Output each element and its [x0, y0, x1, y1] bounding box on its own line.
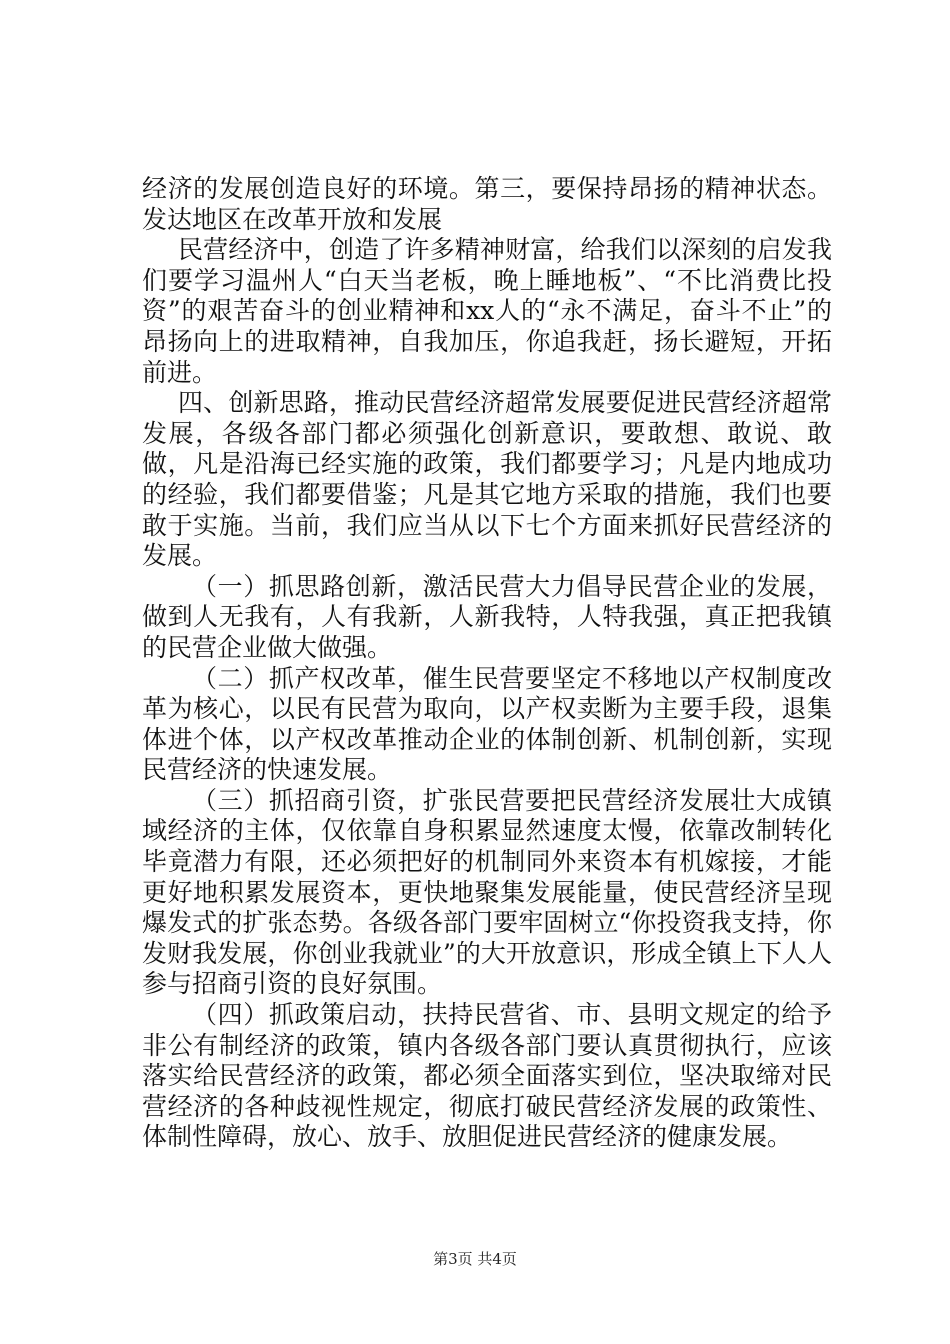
document-body: [142, 174, 832, 1153]
paragraph: 民营经济中，创造了许多精神财富，给我们以深刻的启发我们要学习温州人“白天当老板，晚上睡地板”、“不比消费比投资”的艰苦奋斗的创业精神和xx人的“永不满足，奋斗不止”的昂扬向上的进取精神，自我加压，你追我赶，扬长避短，开拓前进。: [142, 235, 832, 387]
paragraph: （三）抓招商引资，扩张民营要把民营经济发展壮大成镇域经济的主体，仅依靠自身积累显然速度太慢，依靠改制转化毕竟潜力有限，还必须把好的机制同外来资本有机嫁接，才能更好地积累发展资本，更快地聚集发展能量，使民营经济呈现爆发式的扩张态势。各级各部门要牢固树立“你投资我支持，你发财我发展，你创业我就业”的大开放意识，形成全镇上下人人参与招商引资的良好氛围。: [142, 785, 832, 999]
page-footer: 第3页 共4页: [433, 1250, 517, 1268]
paragraph: 经济的发展创造良好的环境。第三，要保持昂扬的精神状态。发达地区在改革开放和发展: [142, 174, 832, 234]
paragraph: （一）抓思路创新，激活民营大力倡导民营企业的发展，做到人无我有，人有我新，人新我特，人特我强，真正把我镇的民营企业做大做强。: [142, 571, 832, 662]
paragraph: （四）抓政策启动，扶持民营省、市、县明文规定的给予非公有制经济的政策，镇内各级各部门要认真贯彻执行，应该落实给民营经济的政策，都必须全面落实到位，坚决取缔对民营经济的各种歧视性规定，彻底打破民营经济发展的政策性、体制性障碍，放心、放手、放胆促进民营经济的健康发展。: [142, 1000, 832, 1152]
paragraph: （二）抓产权改革，催生民营要坚定不移地以产权制度改革为核心，以民有民营为取向，以产权卖断为主要手段，退集体进个体，以产权改革推动企业的体制创新、机制创新，实现民营经济的快速发展。: [142, 663, 832, 785]
paragraph: 四、创新思路，推动民营经济超常发展要促进民营经济超常发展，各级各部门都必须强化创新意识，要敢想、敢说、敢做，凡是沿海已经实施的政策，我们都要学习；凡是内地成功的经验，我们都要借鉴；凡是其它地方采取的措施，我们也要敢于实施。当前，我们应当从以下七个方面来抓好民营经济的发展。: [142, 388, 832, 571]
